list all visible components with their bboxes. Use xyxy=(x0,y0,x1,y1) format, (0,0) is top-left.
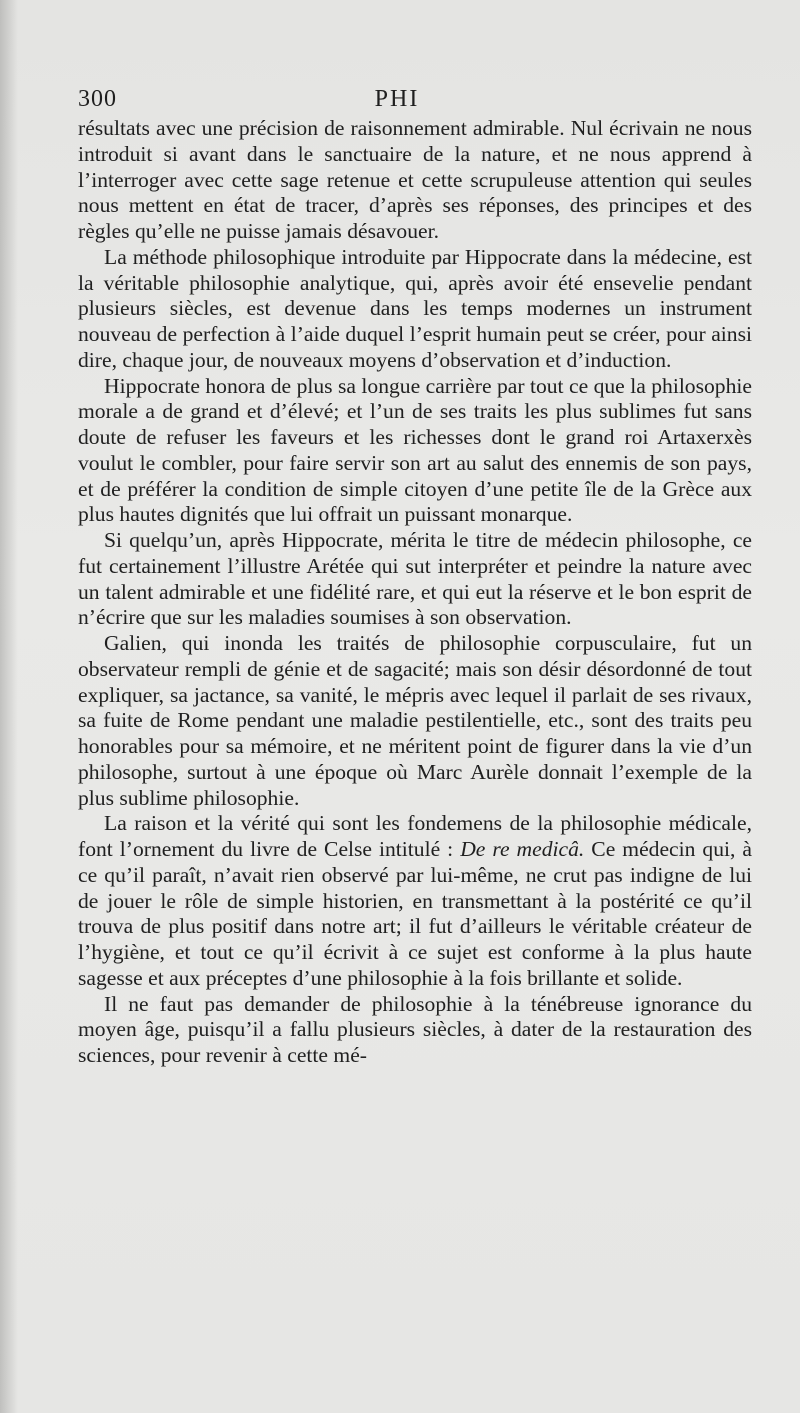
paragraph-6 xyxy=(78,811,752,991)
paragraph-5: Galien, qui inonda les traités de philosophie corpusculaire, fut un observateur rempli de génie et de sagacité; mais son désir désordonné de tout expliquer, sa jactance, sa vanité, le mépris avec lequel il parlait de ses rivaux, sa fuite de Rome pendant une maladie pestilentielle, etc., sont des traits peu honorables pour sa mémoire, et ne méritent point de figurer dans la vie d’un philosophe, surtout à une époque où Marc Aurèle donnait l’exemple de la plus sublime philosophie. xyxy=(78,631,752,810)
paragraph-6-text-end: Ce médecin qui, à ce qu’il paraît, n’avait rien observé par lui-même, ne crut pas indigne de lui de jouer le rôle de simple historien, en transmettant à la postérité ce qu’il trouva de plus positif dans notre art; il fut d’ailleurs le véritable créateur de l’hygiène, et tout ce qu’il écrivit à ce sujet est conforme à la plus haute sagesse et aux préceptes d’une philosophie à la fois brillante et solide. xyxy=(78,837,753,990)
paragraph-1: résultats avec une précision de raisonnement admirable. Nul écrivain ne nous introduit si avant dans le sanctuaire de la nature, et ne nous apprend à l’interroger avec cette sage retenue et cette scrupuleuse attention qui seules nous mettent en état de tracer, d’après ses réponses, des principes et des règles qu’elle ne puisse jamais désavouer. xyxy=(78,116,752,243)
paragraph-6-text-start: La raison et la vérité qui sont les fondemens de la philosophie médicale, font l’ornement du livre de Celse intitulé : xyxy=(78,811,752,861)
paragraph-2: La méthode philosophique introduite par Hippocrate dans la médecine, est la véritable philosophie analytique, qui, après avoir été ensevelie pendant plusieurs siècles, est devenue dans les temps modernes un instrument nouveau de perfection à l’aide duquel l’esprit humain peut se créer, pour ainsi dire, chaque jour, de nouveaux moyens d’observation et d’induction. xyxy=(78,244,752,372)
page-number: 300 xyxy=(78,86,117,112)
paragraph-3: Hippocrate honora de plus sa longue carrière par tout ce que la philosophie morale a de grand et d’élevé; et l’un de ses traits les plus sublimes fut sans doute de refuser les faveurs et les richesses dont le grand roi Artaxerxès voulut le combler, pour faire servir son art au salut des ennemis de son pays, et de préférer la condition de simple citoyen d’une petite île de la Grèce aux plus hautes dignités que lui offrait un puissant monarque. xyxy=(78,373,752,527)
paragraph-4: Si quelqu’un, après Hippocrate, mérita le titre de médecin philosophe, ce fut certainement l’illustre Arétée qui sut interpréter et peindre la nature avec un talent admirable et une fidélité rare, et qui eut la réserve et le bon esprit de n’écrire que sur les maladies soumises à son observation. xyxy=(78,528,752,630)
running-title: PHI xyxy=(374,86,420,112)
book-title-italic: De re medicâ. xyxy=(460,837,585,861)
running-head xyxy=(78,86,756,116)
paragraph-7: Il ne faut pas demander de philosophie à la ténébreuse ignorance du moyen âge, puisqu’il a fallu plusieurs siècles, à dater de la restauration des sciences, pour revenir à cette mé- xyxy=(78,991,752,1067)
body-text xyxy=(78,116,752,1069)
